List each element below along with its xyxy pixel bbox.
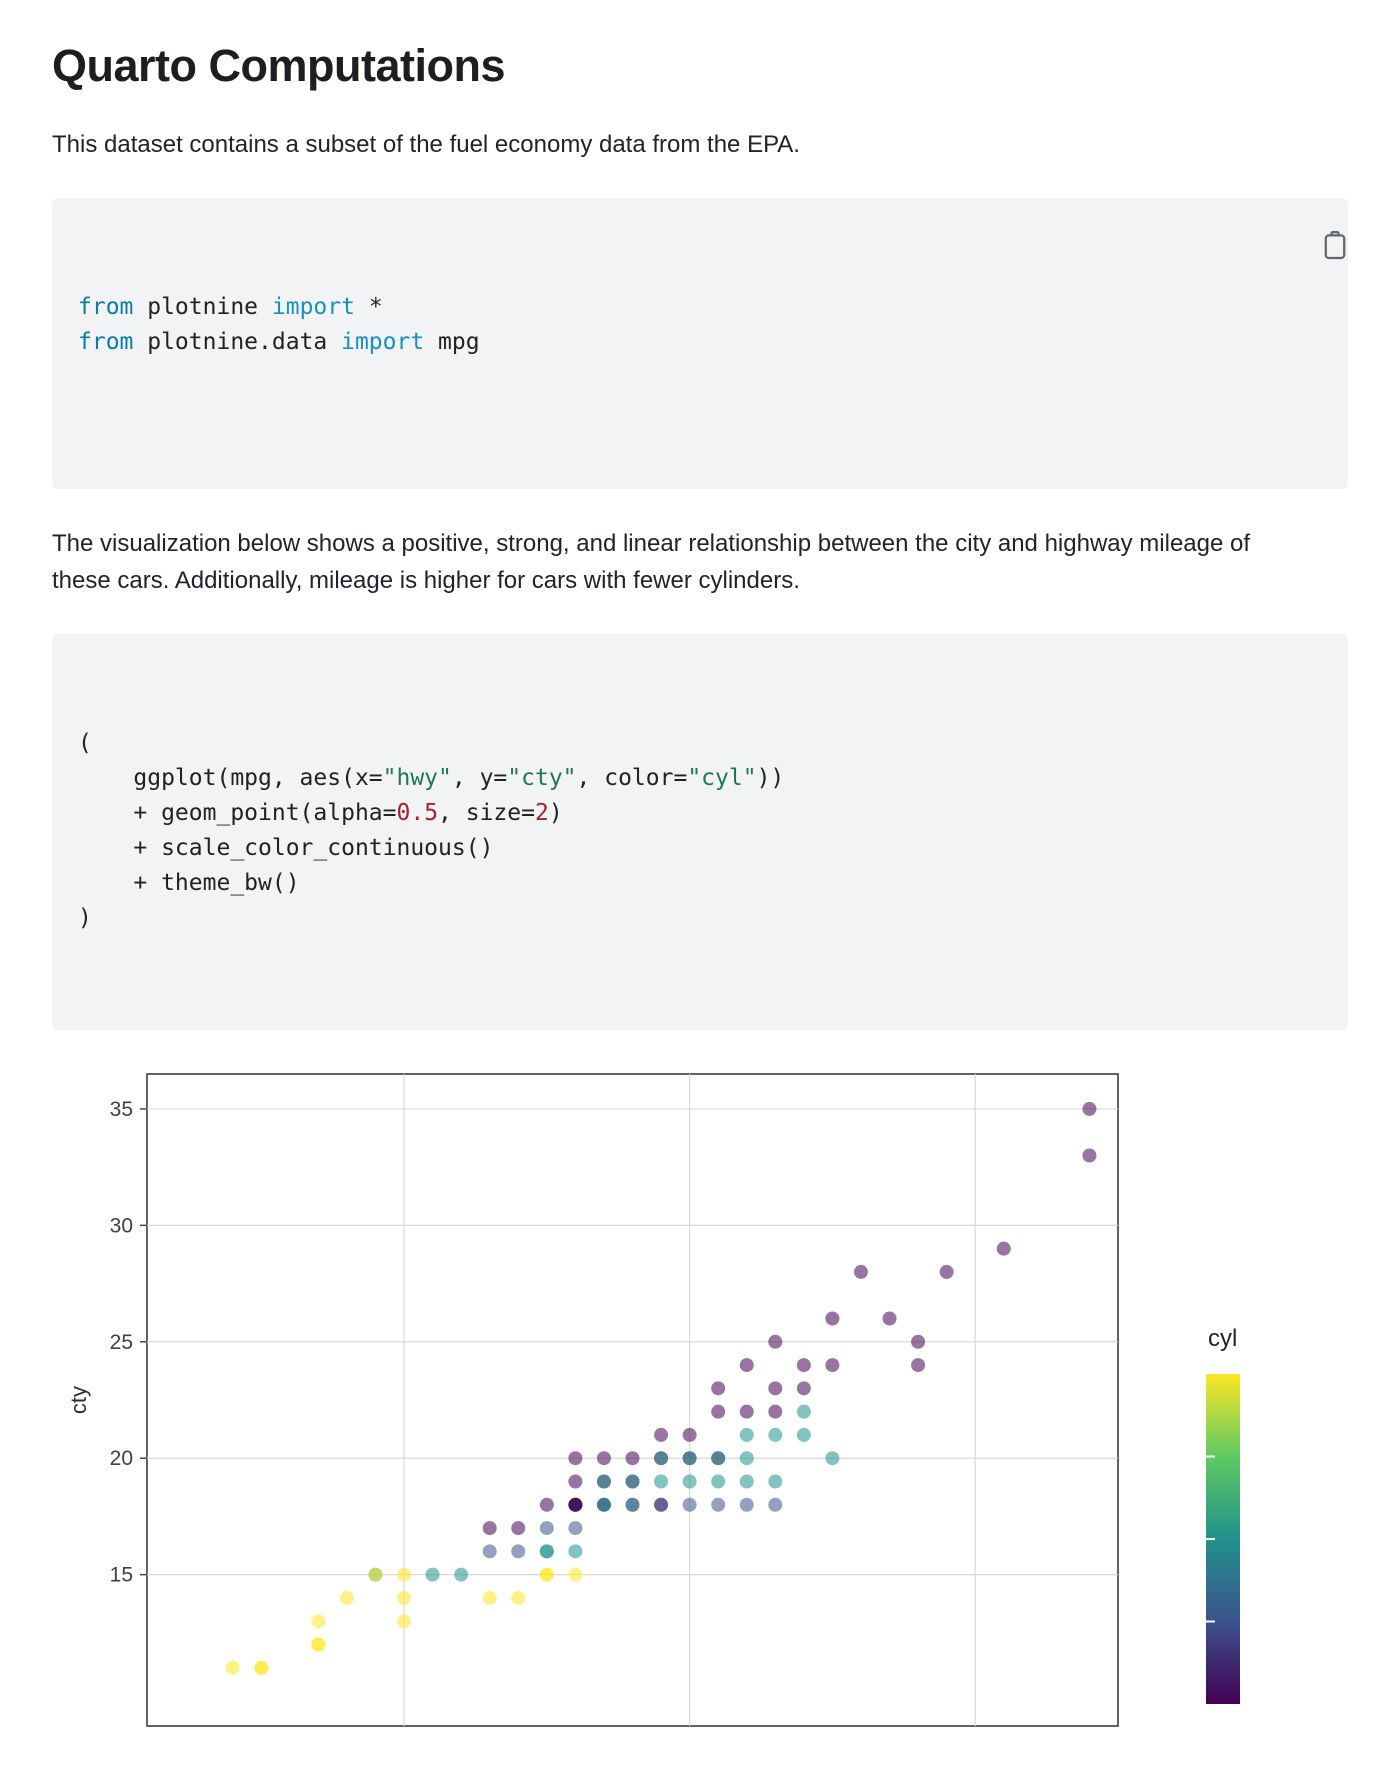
code-token: ggplot(mpg, aes(x= — [78, 765, 383, 792]
data-point — [568, 1451, 582, 1465]
code-token: from — [78, 328, 134, 355]
y-tick-label: 30 — [109, 1214, 133, 1238]
intro-paragraph: This dataset contains a subset of the fuel economy data from the EPA. — [52, 131, 800, 158]
code-token: ( — [78, 730, 92, 757]
data-point — [483, 1591, 497, 1605]
data-point — [883, 1311, 897, 1325]
data-point — [626, 1474, 640, 1488]
data-point — [511, 1544, 525, 1558]
code-line — [78, 901, 1322, 936]
data-point — [654, 1428, 668, 1442]
data-point — [597, 1498, 611, 1512]
code-token: + geom_point(alpha= — [78, 800, 397, 827]
data-point — [683, 1428, 697, 1442]
data-point — [397, 1614, 411, 1628]
data-point — [483, 1521, 497, 1535]
data-point — [311, 1614, 325, 1628]
data-point — [311, 1637, 325, 1651]
data-point — [825, 1358, 839, 1372]
code-token: "cty" — [507, 765, 577, 792]
data-point — [768, 1428, 782, 1442]
data-point — [997, 1242, 1011, 1256]
data-point — [597, 1451, 611, 1465]
code-token: , size= — [438, 800, 535, 827]
y-tick-label: 25 — [109, 1330, 133, 1354]
code-line — [78, 726, 1322, 761]
code-token: ) — [78, 905, 92, 932]
code-token: plotnine.data — [133, 328, 342, 355]
data-point — [654, 1451, 668, 1465]
data-point — [426, 1568, 440, 1582]
code-token: + scale_color_continuous() — [78, 835, 494, 862]
data-point — [368, 1568, 382, 1582]
data-point — [540, 1544, 554, 1558]
code-token: 2 — [534, 800, 549, 827]
code-block-plot — [52, 634, 1348, 1030]
code-line — [78, 290, 1322, 325]
code-token: import — [341, 328, 425, 355]
code-content-plot — [78, 726, 1322, 936]
data-point — [340, 1591, 354, 1605]
data-point — [568, 1521, 582, 1535]
y-axis-label: cty — [66, 1385, 91, 1414]
code-line — [78, 325, 1322, 360]
page-title: Quarto Computations — [52, 40, 505, 91]
code-line — [78, 866, 1322, 901]
code-line — [78, 796, 1322, 831]
data-point — [711, 1405, 725, 1419]
scatter-plot-figure — [52, 1066, 1348, 1766]
data-point — [254, 1661, 268, 1675]
data-point — [825, 1451, 839, 1465]
data-point — [911, 1335, 925, 1349]
data-point — [740, 1405, 754, 1419]
data-point — [483, 1544, 497, 1558]
data-point — [397, 1591, 411, 1605]
data-point — [711, 1498, 725, 1512]
data-point — [654, 1498, 668, 1512]
code-token: )) — [756, 765, 785, 792]
data-point — [797, 1428, 811, 1442]
data-point — [511, 1591, 525, 1605]
data-point — [568, 1568, 582, 1582]
plot-svg — [52, 1066, 1348, 1766]
code-token: , y= — [451, 765, 508, 792]
data-point — [454, 1568, 468, 1582]
data-point — [397, 1568, 411, 1582]
data-point — [683, 1474, 697, 1488]
data-point — [1082, 1148, 1096, 1162]
code-token: 0.5 — [396, 800, 439, 827]
data-point — [1082, 1102, 1096, 1116]
data-point — [226, 1661, 240, 1675]
data-point — [768, 1405, 782, 1419]
y-tick-label: 35 — [109, 1097, 133, 1121]
description-paragraph: The visualization below shows a positive, strong, and linear relationship between the city and highway mileage of these cars. Additionally, mileage is higher for cars with fewer cylinders. — [52, 529, 1251, 595]
data-point — [540, 1521, 554, 1535]
code-token: "cyl" — [687, 765, 757, 792]
data-point — [683, 1451, 697, 1465]
data-point — [597, 1474, 611, 1488]
data-point — [626, 1451, 640, 1465]
code-token: plotnine — [133, 293, 272, 320]
data-point — [768, 1474, 782, 1488]
data-point — [768, 1381, 782, 1395]
data-point — [768, 1335, 782, 1349]
data-point — [711, 1381, 725, 1395]
plot-panel — [147, 1074, 1118, 1726]
data-point — [711, 1451, 725, 1465]
code-line — [78, 831, 1322, 866]
data-point — [797, 1405, 811, 1419]
data-point — [654, 1474, 668, 1488]
code-block-imports — [52, 198, 1348, 489]
data-point — [797, 1381, 811, 1395]
code-token: import — [271, 293, 355, 320]
data-point — [740, 1474, 754, 1488]
code-token: ) — [548, 800, 563, 827]
code-token: , color= — [576, 765, 688, 792]
data-point — [825, 1311, 839, 1325]
data-point — [740, 1358, 754, 1372]
code-token: from — [78, 293, 134, 320]
y-tick-label: 20 — [109, 1447, 133, 1471]
data-point — [940, 1265, 954, 1279]
data-point — [797, 1358, 811, 1372]
data-point — [626, 1498, 640, 1512]
data-point — [711, 1474, 725, 1488]
code-line — [78, 761, 1322, 796]
data-point — [854, 1265, 868, 1279]
data-point — [511, 1521, 525, 1535]
data-point — [740, 1451, 754, 1465]
code-token: mpg — [424, 328, 480, 355]
clipboard-icon[interactable] — [1296, 214, 1330, 248]
y-tick-label: 15 — [109, 1563, 133, 1587]
legend-title: cyl — [1208, 1324, 1238, 1352]
data-point — [740, 1428, 754, 1442]
data-point — [568, 1498, 582, 1512]
data-point — [911, 1358, 925, 1372]
code-token: + theme_bw() — [78, 870, 300, 897]
code-content-imports — [78, 290, 1322, 360]
data-point — [683, 1498, 697, 1512]
data-point — [568, 1544, 582, 1558]
data-point — [568, 1474, 582, 1488]
data-point — [540, 1568, 554, 1582]
code-token: "hwy" — [382, 765, 452, 792]
data-point — [768, 1498, 782, 1512]
data-point — [540, 1498, 554, 1512]
code-token: * — [354, 293, 383, 320]
data-point — [740, 1498, 754, 1512]
